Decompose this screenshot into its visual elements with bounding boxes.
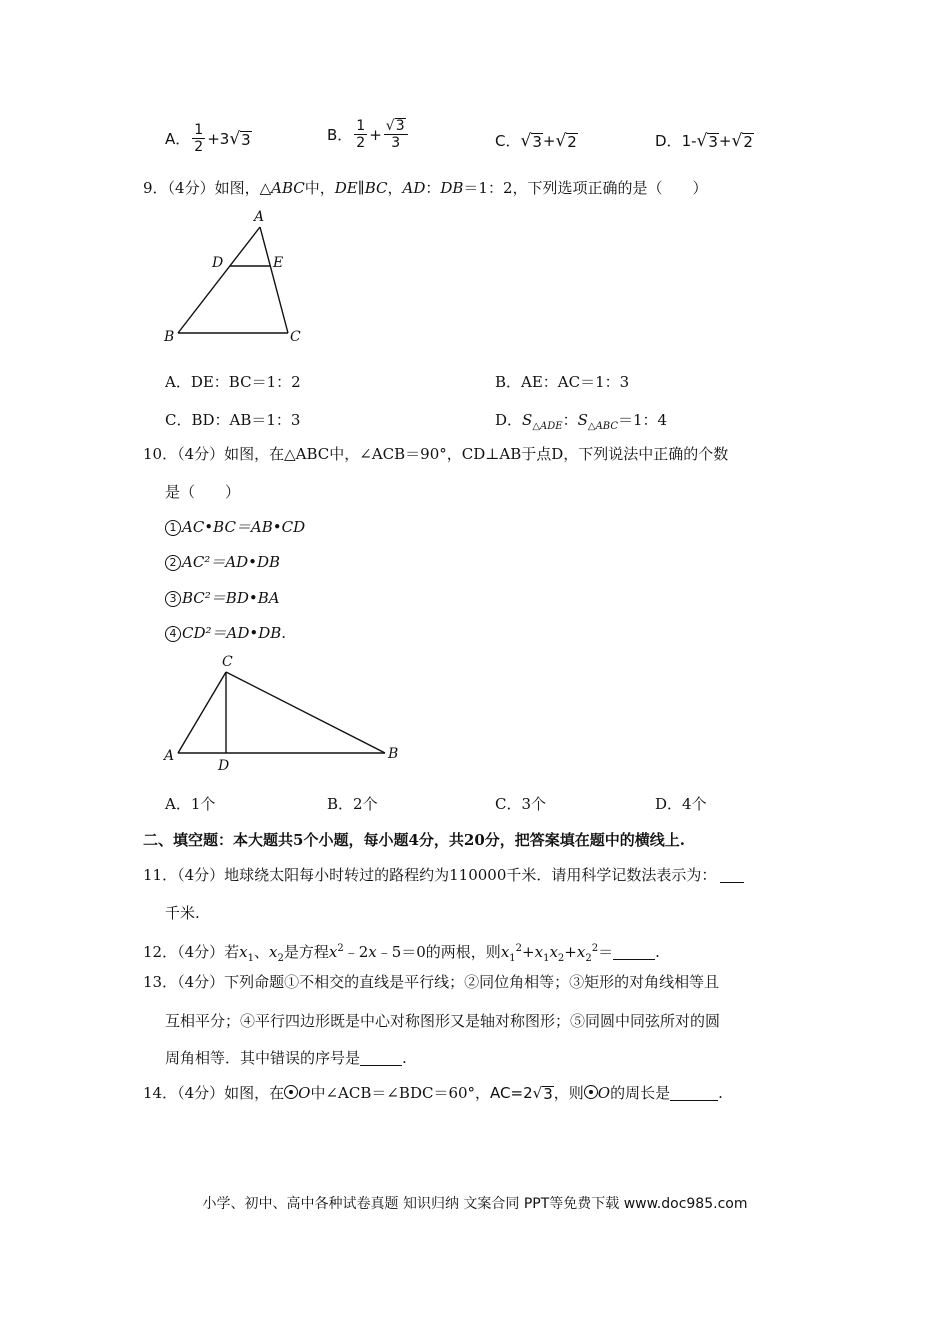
q10-right-triangle-figure <box>160 650 410 775</box>
q8-option-c-label: C． <box>495 132 521 150</box>
q9-stem-prefix: 9．（4分）如图，△ <box>143 179 272 197</box>
q11-line1 <box>143 865 744 885</box>
q14-prefix: 14．（4分）如图，在 <box>143 1084 285 1102</box>
svg-text:B: B <box>388 746 399 762</box>
q10-option-d: D．4个 <box>655 795 707 813</box>
svg-text:A: A <box>254 209 265 225</box>
q8-option-d: D． 1- √ 3 + √ 2 <box>655 130 753 151</box>
q11-line1-text: 11．（4分）地球绕太阳每小时转过的路程约为110000千米．请用科学记数法表示为： <box>143 866 717 884</box>
q11-answer-blank <box>720 868 744 883</box>
q9-stem-suffix: ，下列选项正确的是（ ） <box>512 179 708 197</box>
sqrt: √ 3 <box>520 130 542 151</box>
q9-triangle-figure <box>160 205 310 350</box>
q12-stem: 12．（4分）若$x_1$、$x_2$是方程$x^2﹣2x﹣5=0$的两根，则$x_1^2+x_1x_2+x_2^2=$ . <box>143 943 660 964</box>
q10-item-2-text: AC²＝AD•DB <box>182 553 281 571</box>
q13-line1: 13．（4分）下列命题①不相交的直线是平行线；②同位角相等；③矩形的对角线相等且 <box>143 973 720 991</box>
q10-item-4-text: CD²＝AD•DB. <box>182 624 287 642</box>
svg-text:D: D <box>218 758 230 774</box>
sqrt: √ 2 <box>555 130 577 151</box>
svg-text:B: B <box>164 329 175 345</box>
q8-option-c: C． √ 3 + √ 2 <box>495 130 577 151</box>
q10-option-b: B．2个 <box>327 795 378 813</box>
q8-option-d-label: D． <box>655 132 682 150</box>
q10-option-c: C．3个 <box>495 795 547 813</box>
q10-item-3-text: BC²＝BD•BA <box>182 589 280 607</box>
fraction: $\frac{1}{2}$ <box>194 122 204 155</box>
q12-prefix: 12．（4分）若 <box>143 943 240 961</box>
q9-option-c: C．BD：AB＝1：3 <box>165 411 301 429</box>
q10-option-a: A．1个 <box>165 795 216 813</box>
q9-option-d-prefix: D． <box>495 411 523 429</box>
q8-option-a-label: A． <box>165 130 191 148</box>
q9-stem: 9．（4分）如图，△ABC中，DE∥BC，AD：DB＝1：2，下列选项正确的是（ ） <box>143 179 708 197</box>
q10-item-3: 3 BC²＝BD•BA <box>165 588 280 608</box>
q10-item-2: 2 AC²＝AD•DB <box>165 552 280 572</box>
q10-item-4: 4 CD²＝AD•DB. <box>165 623 286 643</box>
q13-answer-blank <box>360 1051 402 1066</box>
svg-text:C: C <box>222 654 233 670</box>
circle-dot-symbol <box>584 1085 598 1099</box>
q13-line3: 周角相等．其中错误的序号是 . <box>165 1049 407 1067</box>
q12-answer-blank <box>613 945 655 960</box>
q13-line3-text: 周角相等．其中错误的序号是 <box>165 1049 361 1067</box>
circle-dot-symbol <box>284 1085 298 1099</box>
q13-line2: 互相平分；④平行四边形既是中心对称图形又是轴对称图形；⑤同圆中同弦所对的圆 <box>165 1012 721 1030</box>
q10-stem-line1: 10．（4分）如图，在△ABC中，∠ACB＝90°，CD⊥AB于点D，下列说法中正确的个数 <box>143 445 729 463</box>
q14-suffix: ，则 <box>553 1084 584 1102</box>
q9-option-a: A．DE：BC＝1：2 <box>165 373 301 391</box>
q9-option-d: D．$S_{\triangle ADE}$：$S_{\triangle ABC}=1$：4 <box>495 411 668 432</box>
q8-option-b: B． $\frac{1}{2}$ + √ 3 3 <box>327 118 410 151</box>
page-footer: 小学、初中、高中各种试卷真题 知识归纳 文案合同 PPT等免费下载 www.doc985.com <box>202 1196 748 1212</box>
svg-text:D: D <box>212 255 224 271</box>
sqrt: √ 2 <box>731 130 753 151</box>
q14-end: 的周长是 <box>610 1084 671 1102</box>
sqrt: √ 3 <box>229 128 251 149</box>
fraction: √ 3 3 <box>384 118 408 151</box>
q11-line2: 千米. <box>165 904 200 922</box>
section-2-heading: 二、填空题：本大题共5个小题，每小题4分，共20分，把答案填在题中的横线上. <box>143 831 685 849</box>
svg-text:A: A <box>164 748 175 764</box>
q9-option-b: B．AE：AC＝1：3 <box>495 373 630 391</box>
sqrt: √ 3 <box>696 130 718 151</box>
q14-answer-blank <box>670 1086 718 1101</box>
q10-item-1-text: AC•BC＝AB•CD <box>182 518 306 536</box>
q10-stem-line2: 是（ ） <box>165 483 241 501</box>
q14-mid: 中∠ACB＝∠BDC＝60°， <box>310 1084 491 1102</box>
svg-text:E: E <box>273 255 284 271</box>
q8-option-b-label: B． <box>327 126 353 144</box>
q8-option-a: A． $\frac{1}{2}$ +3 √ 3 <box>165 122 251 155</box>
svg-text:C: C <box>290 329 301 345</box>
q10-item-1: 1 AC•BC＝AB•CD <box>165 517 305 537</box>
q14-stem: 14．（4分）如图，在 O中∠ACB＝∠BDC＝60°，AC=2 √ 3 ，则 O的周长是 . <box>143 1084 723 1103</box>
fraction: $\frac{1}{2}$ <box>356 118 366 151</box>
